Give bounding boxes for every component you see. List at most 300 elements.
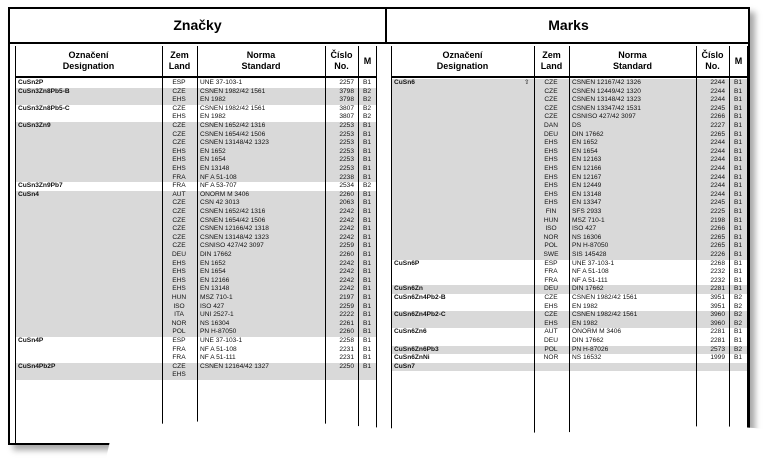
cell-land: CZE <box>544 104 558 112</box>
cell-standard: MSZ 710-1 <box>200 294 233 301</box>
cell-land: CZE <box>172 199 186 207</box>
cell-land: CZE <box>172 208 186 215</box>
cell-m: B1 <box>362 294 372 301</box>
up-arrow-icon: ⇧ <box>524 79 530 86</box>
cell-land: DEU <box>544 130 558 138</box>
cell-land: EHS <box>172 165 186 172</box>
cell-m: B1 <box>733 182 743 190</box>
cell-designation: CuSn6 <box>394 79 415 86</box>
cell-standard: ČSNEN 13148/42 1323 <box>200 233 269 241</box>
cell-land: HUN <box>171 294 187 301</box>
cell-land: CZE <box>544 113 558 121</box>
cell-land: EHS <box>544 139 558 147</box>
cell-m: B2 <box>362 87 372 95</box>
cell-m: B1 <box>733 122 743 129</box>
cell-standard: NS 16532 <box>572 354 602 362</box>
cell-standard: ČSNEN 12166/42 1318 <box>200 225 269 233</box>
cell-land: EHS <box>544 319 558 327</box>
header-m: M <box>734 55 743 66</box>
cell-number: 2259 <box>339 242 354 250</box>
cell-number: 2253 <box>339 147 354 155</box>
cell-designation: CuSn6Zn6 <box>394 328 427 336</box>
cell-standard: DIN 17662 <box>572 337 604 344</box>
cell-number: 2253 <box>339 156 354 164</box>
cell-land: FIN <box>545 208 557 215</box>
cell-number: 2260 <box>339 190 354 198</box>
cell-number: 2242 <box>339 233 354 241</box>
cell-m: B1 <box>362 345 372 353</box>
cell-m: B1 <box>733 87 743 95</box>
cell-m: B1 <box>362 337 372 344</box>
cell-number: 2573 <box>710 345 725 353</box>
cell-land: EHS <box>544 302 558 310</box>
cell-number: 3807 <box>339 104 354 112</box>
cell-m: B1 <box>362 199 372 207</box>
cell-standard: NF A 53-707 <box>200 182 237 190</box>
cell-land: EHS <box>544 165 558 172</box>
cell-number: 2265 <box>710 130 725 138</box>
cell-number: 2250 <box>339 362 354 370</box>
cell-land: CZE <box>172 242 186 250</box>
cell-land: EHS <box>544 156 558 164</box>
cell-standard: NS 16306 <box>572 233 602 241</box>
cell-standard: EN 13347 <box>572 199 602 207</box>
cell-m: B1 <box>362 302 372 310</box>
cell-standard: EN 1982 <box>200 96 226 104</box>
cell-standard: EN 1652 <box>200 147 226 155</box>
cell-land: EHS <box>172 147 186 155</box>
cell-standard: ČSNEN 12449/42 1320 <box>572 87 641 95</box>
cell-number: 2242 <box>339 225 354 233</box>
cell-number: 2244 <box>710 79 725 86</box>
cell-land: EHS <box>172 113 186 121</box>
cell-m: B1 <box>733 199 743 207</box>
cell-number: 2268 <box>710 259 725 267</box>
cell-land: CZE <box>172 130 186 138</box>
cell-standard: ČSNEN 1982/42 1561 <box>200 104 266 112</box>
cell-standard: ČSNEN 1982/42 1561 <box>200 87 266 95</box>
cell-land: SWE <box>543 251 559 258</box>
cell-land: EHS <box>172 285 186 293</box>
cell-number: 2242 <box>339 208 354 215</box>
cell-land: FRA <box>544 276 558 284</box>
cell-m: B1 <box>733 242 743 250</box>
cell-designation: CuSn6Zn4Pb2-B <box>394 294 446 301</box>
cell-land: CZE <box>172 104 186 112</box>
cell-m: B2 <box>362 182 372 190</box>
cell-land: CZE <box>544 87 558 95</box>
cell-standard: EN 1652 <box>572 139 598 147</box>
cell-land: NOR <box>543 354 559 362</box>
cell-standard: EN 1654 <box>200 268 226 276</box>
cell-land: EHS <box>172 276 186 284</box>
cell-m: B1 <box>733 104 743 112</box>
cell-number: 3798 <box>339 87 354 95</box>
cell-number: 2261 <box>339 319 354 327</box>
cell-number: 2222 <box>339 311 354 319</box>
cell-designation: CuSn3Zn9 <box>18 122 51 129</box>
cell-standard: NF A 51-111 <box>572 276 608 284</box>
cell-standard: DS <box>572 122 582 129</box>
cell-standard: SIS 145428 <box>572 251 607 258</box>
header-land: Zem Land <box>540 50 563 71</box>
cell-number: 2244 <box>710 139 725 147</box>
cell-m: B1 <box>733 208 743 215</box>
cell-standard: EN 1652 <box>200 259 226 267</box>
cell-designation: CuSn7 <box>394 362 415 370</box>
cell-standard: NF A 51-108 <box>200 173 237 181</box>
cell-designation: CuSn6Zn <box>394 285 423 293</box>
cell-number: 2265 <box>710 242 725 250</box>
cell-m: B1 <box>362 147 372 155</box>
cell-designation: CuSn3Zn9Pb7 <box>18 182 63 190</box>
cell-number: 2197 <box>339 294 354 301</box>
cell-number: 3960 <box>710 319 725 327</box>
cell-standard: EN 1982 <box>572 302 598 310</box>
cell-m: B1 <box>733 268 743 276</box>
cell-m: B1 <box>733 130 743 138</box>
cell-m: B1 <box>362 225 372 233</box>
cell-designation: CuSn6Zn6Pb3 <box>394 345 439 353</box>
tear-cutaway <box>105 421 771 463</box>
cell-number: 2281 <box>710 285 725 293</box>
cell-number: 3807 <box>339 113 354 121</box>
cell-number: 2244 <box>710 156 725 164</box>
cell-land: EHS <box>544 147 558 155</box>
cell-number: 2198 <box>710 216 725 224</box>
cell-number: 2253 <box>339 139 354 147</box>
cell-standard: EN 13148 <box>200 165 230 172</box>
header-standard: Norma Standard <box>612 50 652 71</box>
cell-standard: DIN 17662 <box>200 251 232 258</box>
cell-m: B2 <box>362 96 372 104</box>
cell-number: 2231 <box>339 345 354 353</box>
cell-land: EHS <box>172 96 186 104</box>
cell-m: B1 <box>362 311 372 319</box>
cell-land: CZE <box>544 96 558 104</box>
cell-standard: ČSNEN 1982/42 1561 <box>572 311 638 319</box>
cell-number: 2253 <box>339 130 354 138</box>
cell-land: CZE <box>544 311 558 319</box>
cell-m: B1 <box>733 251 743 258</box>
cell-land: ISO <box>173 302 185 310</box>
cell-number: 2232 <box>710 268 725 276</box>
cell-number: 2242 <box>339 276 354 284</box>
cell-standard: NF A 51-108 <box>200 345 237 353</box>
cell-land: FRA <box>172 345 186 353</box>
cell-standard: EN 13148 <box>200 285 230 293</box>
cell-standard: ČSN 42 3013 <box>200 199 240 207</box>
header-designation: Označení Designation <box>436 50 489 71</box>
cell-land: FRA <box>172 173 186 181</box>
cell-number: 2253 <box>339 165 354 172</box>
cell-number: 2063 <box>339 199 354 207</box>
cell-standard: EN 12166 <box>572 165 602 172</box>
header-m: M <box>363 55 372 66</box>
cell-m: B1 <box>362 165 372 172</box>
cell-number: 2232 <box>710 276 725 284</box>
cell-m: B1 <box>362 276 372 284</box>
cell-number: 2266 <box>710 113 725 121</box>
cell-number: 2253 <box>339 122 354 129</box>
cell-standard: ČSNEN 12167/42 1326 <box>572 79 641 86</box>
cell-land: ESP <box>172 79 186 86</box>
cell-standard: ČSNEN 13347/42 1531 <box>572 104 641 112</box>
cell-standard: UNE 37-103-1 <box>200 337 243 344</box>
cell-m: B1 <box>733 165 743 172</box>
cell-standard: UNI 2527-1 <box>200 311 234 319</box>
header-number: Číslo No. <box>330 50 353 71</box>
cell-standard: PN H-87050 <box>200 328 237 336</box>
cell-standard: EN 13148 <box>572 190 602 198</box>
cell-number: 2226 <box>710 251 725 258</box>
cell-m: B2 <box>733 294 743 301</box>
cell-designation: CuSn4Pb2P <box>18 362 56 370</box>
cell-land: EHS <box>544 173 558 181</box>
cell-m: B1 <box>362 259 372 267</box>
header-designation: Označení Designation <box>62 50 115 71</box>
cell-m: B2 <box>733 302 743 310</box>
cell-m: B1 <box>362 354 372 362</box>
cell-m: B1 <box>733 233 743 241</box>
cell-standard: DIN 17662 <box>572 130 604 138</box>
cell-standard: DIN 17662 <box>572 285 604 293</box>
cell-land: POL <box>544 345 558 353</box>
cell-standard: NF A 51-108 <box>572 268 609 276</box>
cell-standard: ISO 427 <box>572 225 597 233</box>
cell-standard: EN 1654 <box>200 156 226 164</box>
cell-standard: UNE 37-103-1 <box>572 259 615 267</box>
cell-standard: PN H-87050 <box>572 242 609 250</box>
cell-standard: NS 16304 <box>200 319 230 327</box>
cell-number: 3960 <box>710 311 725 319</box>
cell-number: 2245 <box>710 104 725 112</box>
cell-standard: SFS 2933 <box>572 208 602 215</box>
cell-standard: ÖNORM M 3406 <box>200 190 250 198</box>
cell-number: 2260 <box>339 251 354 258</box>
cell-land: EHS <box>544 182 558 190</box>
cell-m: B1 <box>733 354 743 362</box>
cell-standard: NF A 51-111 <box>200 354 236 362</box>
cell-m: B1 <box>733 259 743 267</box>
cell-land: HUN <box>543 216 559 224</box>
cell-number: 2244 <box>710 190 725 198</box>
cell-land: ISO <box>545 225 557 233</box>
cell-number: 2266 <box>710 225 725 233</box>
cell-land: ESP <box>172 337 186 344</box>
cell-standard: EN 1982 <box>200 113 226 121</box>
header-standard: Norma Standard <box>241 50 281 71</box>
cell-standard: ČSNEN 1654/42 1506 <box>200 130 266 138</box>
cell-m: B1 <box>733 285 743 293</box>
cell-standard: PN H-87026 <box>572 345 609 353</box>
cell-m: B1 <box>362 233 372 241</box>
cell-m: B1 <box>362 362 372 370</box>
cell-standard: EN 12166 <box>200 276 230 284</box>
cell-land: DEU <box>544 337 558 344</box>
cell-land: DEU <box>172 251 186 258</box>
cell-standard: MSZ 710-1 <box>572 216 605 224</box>
cell-m: B1 <box>733 276 743 284</box>
cell-m: B1 <box>362 285 372 293</box>
cell-number: 2242 <box>339 268 354 276</box>
cell-m: B1 <box>733 156 743 164</box>
cell-land: CZE <box>544 294 558 301</box>
cell-land: NOR <box>543 233 559 241</box>
cell-m: B2 <box>362 104 372 112</box>
cell-land: POL <box>172 328 186 336</box>
cell-number: 2238 <box>339 173 354 181</box>
cell-land: POL <box>544 242 558 250</box>
cell-land: EHS <box>544 190 558 198</box>
cell-land: DEU <box>544 285 558 293</box>
cell-standard: EN 12449 <box>572 182 602 190</box>
cell-number: 2244 <box>710 182 725 190</box>
cell-land: CZE <box>544 79 558 86</box>
cell-standard: ČSNEN 13148/42 1323 <box>572 96 641 104</box>
cell-land: FRA <box>544 268 558 276</box>
cell-standard: ČSNISO 427/42 3097 <box>572 113 636 121</box>
cell-standard: ČSNEN 1652/42 1316 <box>200 122 266 129</box>
cell-number: 2227 <box>710 122 725 129</box>
cell-designation: CuSn6P <box>394 259 420 267</box>
cell-number: 2245 <box>710 199 725 207</box>
cell-designation: CuSn2P <box>18 79 44 86</box>
cell-number: 2260 <box>339 328 354 336</box>
cell-land: CZE <box>172 233 186 241</box>
cell-designation: CuSn4P <box>18 337 44 344</box>
cell-land: EHS <box>544 199 558 207</box>
cell-number: 2281 <box>710 328 725 336</box>
cell-m: B1 <box>733 190 743 198</box>
cell-m: B1 <box>362 251 372 258</box>
cell-standard: ČSNEN 1654/42 1506 <box>200 216 266 224</box>
cell-land: AUT <box>544 328 558 336</box>
cell-number: 2244 <box>710 96 725 104</box>
cell-standard: ČSNISO 427/42 3097 <box>200 242 264 250</box>
cell-designation: CuSn3Zn8Pb5-C <box>18 104 70 112</box>
cell-number: 2534 <box>339 182 354 190</box>
cell-number: 2265 <box>710 233 725 241</box>
cell-m: B1 <box>362 208 372 215</box>
cell-land: EHS <box>172 156 186 164</box>
cell-land: EHS <box>172 259 186 267</box>
cell-m: B1 <box>362 242 372 250</box>
cell-m: B1 <box>733 113 743 121</box>
cell-number: 2244 <box>710 147 725 155</box>
cell-m: B1 <box>733 173 743 181</box>
cell-land: CZE <box>172 216 186 224</box>
cell-standard: ČSNEN 1652/42 1316 <box>200 208 266 215</box>
cell-land: NOR <box>171 319 187 327</box>
cell-number: 2281 <box>710 337 725 344</box>
cell-m: B1 <box>362 268 372 276</box>
cell-standard: EN 12167 <box>572 173 602 181</box>
cell-m: B1 <box>362 216 372 224</box>
cell-number: 2244 <box>710 165 725 172</box>
cell-m: B1 <box>362 173 372 181</box>
cell-number: 2242 <box>339 216 354 224</box>
cell-m: B1 <box>733 328 743 336</box>
cell-number: 2231 <box>339 354 354 362</box>
cell-standard: ÖNORM M 3406 <box>572 328 622 336</box>
cell-m: B1 <box>362 190 372 198</box>
cell-land: DAN <box>544 122 558 129</box>
cell-number: 2259 <box>339 302 354 310</box>
cell-m: B2 <box>733 311 743 319</box>
cell-m: B1 <box>733 96 743 104</box>
cell-m: B1 <box>733 225 743 233</box>
cell-land: FRA <box>172 354 186 362</box>
header-number: Číslo No. <box>701 50 724 71</box>
cell-standard: ČSNEN 12164/42 1327 <box>200 362 269 370</box>
cell-m: B1 <box>733 147 743 155</box>
cell-land: ESP <box>544 259 558 267</box>
cell-m: B1 <box>733 139 743 147</box>
cell-number: 1999 <box>710 354 725 362</box>
cell-designation: CuSn6Zn4Pb2-C <box>394 311 446 319</box>
cell-m: B1 <box>362 319 372 327</box>
cell-number: 2244 <box>710 173 725 181</box>
cell-m: B2 <box>733 319 743 327</box>
cell-land: CZE <box>172 87 186 95</box>
cell-land: CZE <box>172 225 186 233</box>
cell-designation: CuSn3Zn8Pb5-B <box>18 87 70 95</box>
cell-m: B1 <box>362 130 372 138</box>
cell-land: EHS <box>172 268 186 276</box>
cell-number: 2244 <box>710 87 725 95</box>
cell-number: 2242 <box>339 285 354 293</box>
cell-m: B1 <box>733 79 743 86</box>
cell-land: AUT <box>172 190 186 198</box>
cell-land: FRA <box>172 182 186 190</box>
cell-standard: ČSNEN 1982/42 1561 <box>572 294 638 301</box>
cell-m: B1 <box>362 328 372 336</box>
cell-designation: CuSn4 <box>18 190 39 198</box>
cell-standard: ISO 427 <box>200 302 225 310</box>
cell-m: B1 <box>733 216 743 224</box>
cell-number: 3798 <box>339 96 354 104</box>
cell-number: 3951 <box>710 302 725 310</box>
cell-land: ITA <box>174 311 184 319</box>
cell-m: B1 <box>362 139 372 147</box>
title-right: Marks <box>548 17 589 33</box>
cell-standard: EN 1982 <box>572 319 598 327</box>
cell-designation: CuSn6ZnNi <box>394 354 430 362</box>
cell-m: B2 <box>733 345 743 353</box>
cell-number: 3951 <box>710 294 725 301</box>
cell-m: B1 <box>362 79 372 86</box>
cell-standard: EN 1654 <box>572 147 598 155</box>
header-land: Zem Land <box>168 50 191 71</box>
cell-standard: EN 12163 <box>572 156 602 164</box>
cell-m: B2 <box>362 113 372 121</box>
cell-land: CZE <box>172 122 186 129</box>
cell-m: B1 <box>362 156 372 164</box>
cell-standard: UNE 37-103-1 <box>200 79 243 86</box>
cell-m: B1 <box>362 122 372 129</box>
cell-land: EHS <box>172 371 186 379</box>
cell-m: B1 <box>733 337 743 344</box>
cell-land: CZE <box>172 362 186 370</box>
cell-number: 2258 <box>339 337 354 344</box>
cell-number: 2257 <box>339 79 354 86</box>
cell-number: 2225 <box>710 208 725 215</box>
cell-standard: ČSNEN 13148/42 1323 <box>200 139 269 147</box>
cell-number: 2242 <box>339 259 354 267</box>
cell-land: CZE <box>172 139 186 147</box>
title-left: Značky <box>173 17 222 33</box>
